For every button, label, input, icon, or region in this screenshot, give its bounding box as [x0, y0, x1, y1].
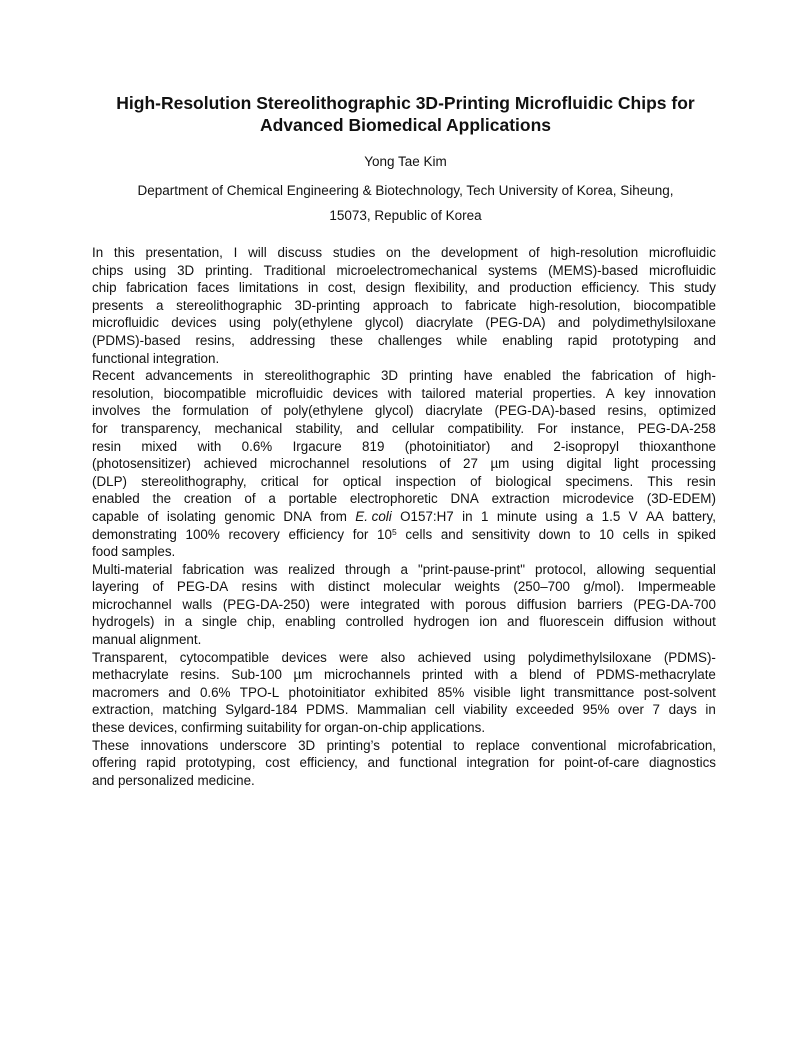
text-line: capable of isolating genomic DNA from E. coli O157:H7 in 1 minute using a 1.5 V AA battery, — [92, 508, 716, 524]
abstract-body — [92, 244, 716, 789]
text-line: microfluidic devices using poly(ethylene glycol) diacrylate (PEG-DA) and polydimethylsiloxane — [92, 315, 716, 331]
abstract-paragraph — [92, 244, 716, 367]
text-line: enabled the creation of a portable electrophoretic DNA extraction microdevice (3D-EDEM) — [92, 491, 716, 507]
text-line: Transparent, cytocompatible devices were also achieved using polydimethylsiloxane (PDMS)- — [92, 649, 716, 665]
text-line: involves the formulation of poly(ethylene glycol) diacrylate (PEG-DA)-based resins, optimized — [92, 403, 716, 419]
abstract-paragraph — [92, 649, 716, 737]
abstract-paragraph — [92, 367, 716, 561]
text-line: for transparency, mechanical stability, and cellular compatibility. For instance, PEG-DA-258 — [92, 420, 716, 436]
text-line: resolution, biocompatible microfluidic devices with tailored material properties. A key innovation — [92, 385, 716, 401]
text-line: demonstrating 100% recovery efficiency for $10^5$ cells and sensitivity down to 10 cells in spiked — [92, 526, 716, 542]
text-line: Recent advancements in stereolithographic 3D printing have enabled the fabrication of high- — [92, 368, 716, 384]
abstract-paragraph — [92, 561, 716, 649]
text-line: resin mixed with 0.6% Irgacure 819 (photoinitiator) and 2-isopropyl thioxanthone — [92, 438, 716, 454]
text-line: layering of PEG-DA resins with distinct molecular weights (250–700 g/mol). Impermeable — [92, 579, 716, 595]
text-line: macromers and 0.6% TPO-L photoinitiator exhibited 85% visible light transmittance post-solvent — [92, 684, 716, 700]
text-line: (PDMS)-based resins, addressing these challenges while enabling rapid prototyping and — [92, 332, 716, 348]
text-line: functional integration. — [92, 350, 220, 366]
text-line: In this presentation, I will discuss studies on the development of high-resolution microfluidic — [92, 245, 716, 260]
title-line: High-Resolution Stereolithographic 3D-Printing Microfluidic Chips for — [116, 93, 695, 113]
affiliation-line: Department of Chemical Engineering & Biotechnology, Tech University of Korea, Siheung, — [137, 183, 674, 198]
text-line: manual alignment. — [92, 632, 202, 648]
text-line: and personalized medicine. — [92, 772, 255, 788]
paper-title — [60, 92, 751, 136]
text-line: These innovations underscore 3D printing’s potential to replace conventional microfabrication, — [92, 737, 716, 753]
text-line: (DLP) stereolithography, critical for optical inspection of biological specimens. This resin — [92, 473, 716, 489]
author-affiliation — [60, 178, 751, 228]
title-line: Advanced Biomedical Applications — [259, 115, 552, 135]
text-line: Multi-material fabrication was realized through a "print-pause-print" protocol, allowing sequential — [92, 561, 716, 577]
text-line: chips using 3D printing. Traditional microelectromechanical systems (MEMS)-based microfluidic — [92, 262, 716, 278]
text-line: extraction, matching Sylgard-184 PDMS. Mammalian cell viability exceeded 95% over 7 days in — [92, 702, 716, 718]
text-line: hydrogels) in a single chip, enabling controlled hydrogen ion and fluorescein diffusion without — [92, 614, 716, 630]
text-line: (photosensitizer) achieved microchannel resolutions of 27 µm using digital light processing — [92, 456, 716, 472]
text-line: microchannel walls (PEG-DA-250) were integrated with porous diffusion barriers (PEG-DA-700 — [92, 596, 716, 612]
text-line: methacrylate resins. Sub-100 µm microchannels printed with a blend of PDMS-methacrylate — [92, 667, 716, 683]
text-line: presents a stereolithographic 3D-printing approach to fabricate high-resolution, biocompatible — [92, 297, 716, 313]
text-line: these devices, confirming suitability for organ-on-chip applications. — [92, 720, 486, 736]
text-line: food samples. — [92, 544, 176, 560]
text-line: chip fabrication faces limitations in cost, design flexibility, and production efficiency. This study — [92, 280, 716, 296]
abstract-paragraph — [92, 737, 716, 790]
text-line: offering rapid prototyping, cost efficiency, and functional integration for point-of-care diagnostics — [92, 755, 716, 771]
author-name: Yong Tae Kim — [364, 154, 447, 169]
affiliation-line: 15073, Republic of Korea — [329, 208, 482, 223]
